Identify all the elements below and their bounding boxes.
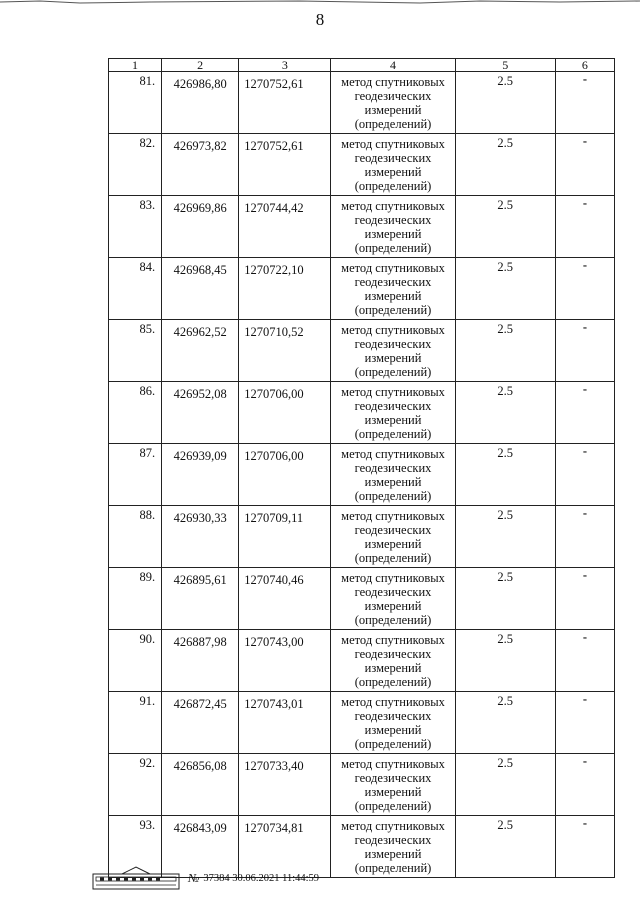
note-cell: - bbox=[555, 258, 614, 320]
method-cell: метод спутниковых геодезических измерений (определений) bbox=[331, 72, 455, 134]
table-row bbox=[109, 134, 615, 196]
table-row bbox=[109, 754, 615, 816]
accuracy-cell: 2.5 bbox=[455, 382, 555, 444]
accuracy-cell: 2.5 bbox=[455, 444, 555, 506]
table-row bbox=[109, 568, 615, 630]
accuracy-cell: 2.5 bbox=[455, 134, 555, 196]
page-number: 8 bbox=[315, 10, 325, 29]
note-cell: - bbox=[555, 320, 614, 382]
y-coordinate-cell: 1270743,00 bbox=[239, 630, 331, 692]
y-coordinate-cell: 1270740,46 bbox=[239, 568, 331, 630]
method-cell: метод спутниковых геодезических измерений (определений) bbox=[331, 196, 455, 258]
accuracy-cell: 2.5 bbox=[455, 506, 555, 568]
method-cell: метод спутниковых геодезических измерений (определений) bbox=[331, 134, 455, 196]
method-cell: метод спутниковых геодезических измерений (определений) bbox=[331, 320, 455, 382]
x-coordinate-cell: 426930,33 bbox=[162, 506, 239, 568]
point-number-cell: 88. bbox=[109, 506, 162, 568]
table-row bbox=[109, 444, 615, 506]
y-coordinate-cell: 1270709,11 bbox=[239, 506, 331, 568]
x-coordinate-cell: 426973,82 bbox=[162, 134, 239, 196]
table-row bbox=[109, 506, 615, 568]
point-number-cell: 84. bbox=[109, 258, 162, 320]
y-coordinate-cell: 1270733,40 bbox=[239, 754, 331, 816]
y-coordinate-cell: 1270710,52 bbox=[239, 320, 331, 382]
point-number-cell: 82. bbox=[109, 134, 162, 196]
note-cell: - bbox=[555, 72, 614, 134]
method-cell: метод спутниковых геодезических измерений (определений) bbox=[331, 506, 455, 568]
method-cell: метод спутниковых геодезических измерений (определений) bbox=[331, 382, 455, 444]
seal-logo bbox=[92, 866, 180, 890]
point-number-cell: 89. bbox=[109, 568, 162, 630]
footer-stamp bbox=[92, 866, 319, 890]
point-number-cell: 87. bbox=[109, 444, 162, 506]
note-cell: - bbox=[555, 134, 614, 196]
x-coordinate-cell: 426962,52 bbox=[162, 320, 239, 382]
accuracy-cell: 2.5 bbox=[455, 754, 555, 816]
y-coordinate-cell: 1270722,10 bbox=[239, 258, 331, 320]
x-coordinate-cell: 426843,09 bbox=[162, 816, 239, 878]
header-cell: 4 bbox=[331, 59, 455, 72]
method-cell: метод спутниковых геодезических измерений (определений) bbox=[331, 444, 455, 506]
coordinates-table bbox=[108, 58, 615, 878]
note-cell: - bbox=[555, 630, 614, 692]
note-cell: - bbox=[555, 506, 614, 568]
accuracy-cell: 2.5 bbox=[455, 816, 555, 878]
registration-timestamp: 30.06.2021 11:44:59 bbox=[232, 872, 320, 884]
header-cell: 6 bbox=[555, 59, 614, 72]
point-number-cell: 85. bbox=[109, 320, 162, 382]
table-row bbox=[109, 382, 615, 444]
y-coordinate-cell: 1270752,61 bbox=[239, 134, 331, 196]
note-cell: - bbox=[555, 568, 614, 630]
table-row bbox=[109, 630, 615, 692]
table-row bbox=[109, 258, 615, 320]
table-row bbox=[109, 692, 615, 754]
x-coordinate-cell: 426895,61 bbox=[162, 568, 239, 630]
y-coordinate-cell: 1270706,00 bbox=[239, 382, 331, 444]
header-cell: 3 bbox=[239, 59, 331, 72]
point-number-cell: 91. bbox=[109, 692, 162, 754]
note-cell: - bbox=[555, 196, 614, 258]
x-coordinate-cell: 426969,86 bbox=[162, 196, 239, 258]
method-cell: метод спутниковых геодезических измерений (определений) bbox=[331, 630, 455, 692]
y-coordinate-cell: 1270752,61 bbox=[239, 72, 331, 134]
method-cell: метод спутниковых геодезических измерений (определений) bbox=[331, 754, 455, 816]
x-coordinate-cell: 426952,08 bbox=[162, 382, 239, 444]
point-number-cell: 90. bbox=[109, 630, 162, 692]
accuracy-cell: 2.5 bbox=[455, 72, 555, 134]
table-row bbox=[109, 196, 615, 258]
scan-edge-noise bbox=[0, 0, 640, 6]
x-coordinate-cell: 426872,45 bbox=[162, 692, 239, 754]
point-number-cell: 93. bbox=[109, 816, 162, 878]
method-cell: метод спутниковых геодезических измерений (определений) bbox=[331, 692, 455, 754]
accuracy-cell: 2.5 bbox=[455, 630, 555, 692]
table-row bbox=[109, 320, 615, 382]
note-cell: - bbox=[555, 382, 614, 444]
accuracy-cell: 2.5 bbox=[455, 568, 555, 630]
point-number-cell: 92. bbox=[109, 754, 162, 816]
y-coordinate-cell: 1270743,01 bbox=[239, 692, 331, 754]
x-coordinate-cell: 426939,09 bbox=[162, 444, 239, 506]
x-coordinate-cell: 426887,98 bbox=[162, 630, 239, 692]
point-number-cell: 81. bbox=[109, 72, 162, 134]
x-coordinate-cell: 426856,08 bbox=[162, 754, 239, 816]
y-coordinate-cell: 1270706,00 bbox=[239, 444, 331, 506]
x-coordinate-cell: 426986,80 bbox=[162, 72, 239, 134]
point-number-cell: 86. bbox=[109, 382, 162, 444]
accuracy-cell: 2.5 bbox=[455, 320, 555, 382]
note-cell: - bbox=[555, 444, 614, 506]
method-cell: метод спутниковых геодезических измерений (определений) bbox=[331, 816, 455, 878]
y-coordinate-cell: 1270734,81 bbox=[239, 816, 331, 878]
method-cell: метод спутниковых геодезических измерений (определений) bbox=[331, 258, 455, 320]
note-cell: - bbox=[555, 692, 614, 754]
method-cell: метод спутниковых геодезических измерений (определений) bbox=[331, 568, 455, 630]
header-cell: 2 bbox=[162, 59, 239, 72]
accuracy-cell: 2.5 bbox=[455, 692, 555, 754]
note-cell: - bbox=[555, 816, 614, 878]
accuracy-cell: 2.5 bbox=[455, 258, 555, 320]
point-number-cell: 83. bbox=[109, 196, 162, 258]
x-coordinate-cell: 426968,45 bbox=[162, 258, 239, 320]
table-row bbox=[109, 72, 615, 134]
y-coordinate-cell: 1270744,42 bbox=[239, 196, 331, 258]
header-cell: 1 bbox=[109, 59, 162, 72]
note-cell: - bbox=[555, 754, 614, 816]
header-cell: 5 bbox=[455, 59, 555, 72]
table-header-row bbox=[109, 59, 615, 72]
document-number: 37384 bbox=[203, 872, 230, 884]
accuracy-cell: 2.5 bbox=[455, 196, 555, 258]
number-sign: № bbox=[188, 870, 200, 885]
